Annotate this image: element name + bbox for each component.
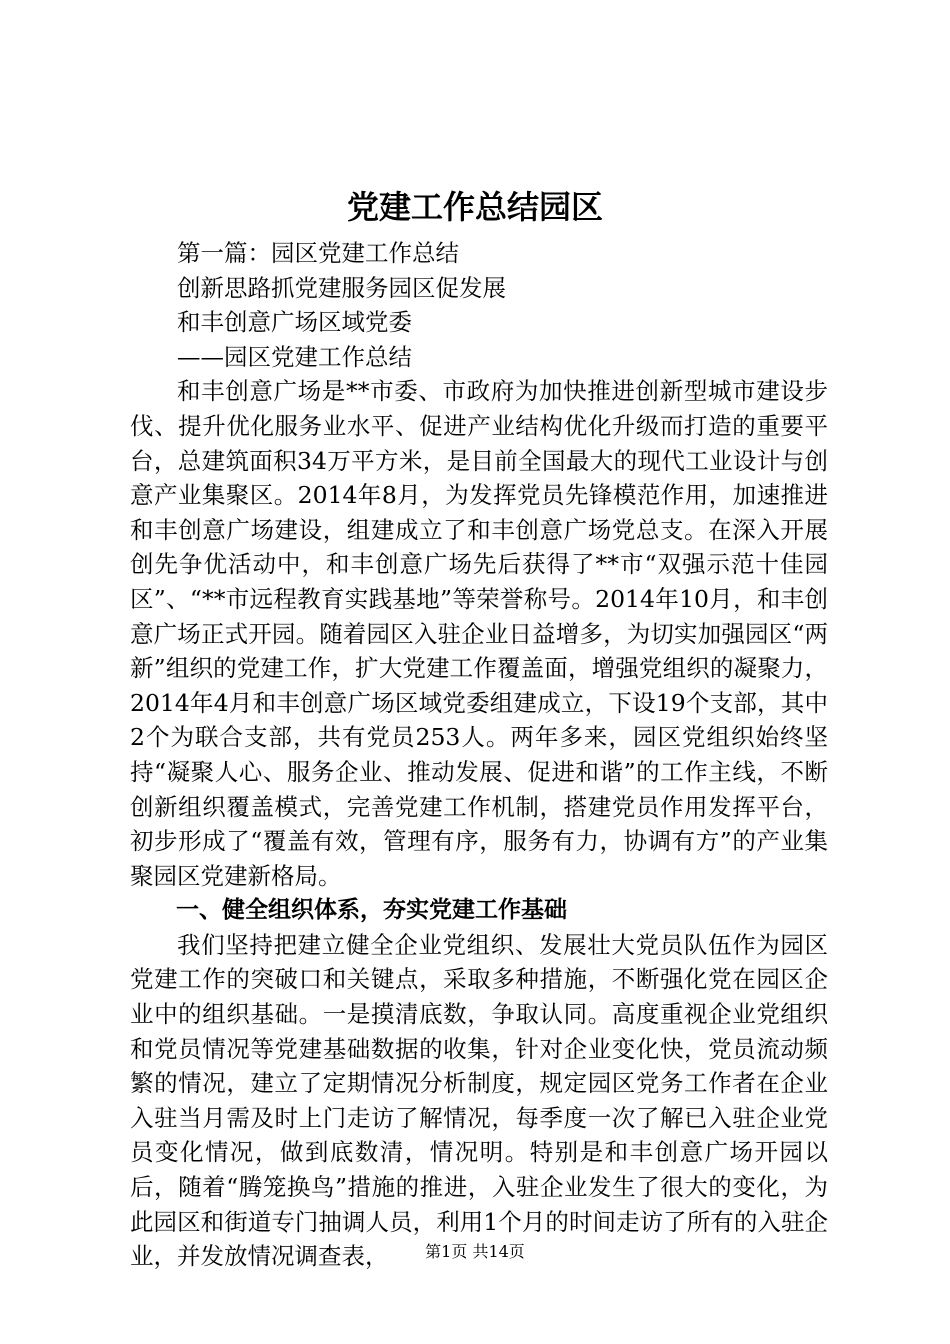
section-heading: 一、健全组织体系，夯实党建工作基础 — [176, 897, 567, 924]
subtitle-line: 创新思路抓党建服务园区促发展 — [177, 273, 506, 302]
subtitle-line: 第一篇：园区党建工作总结 — [177, 239, 459, 267]
page-footer: 第1页 共14页 — [425, 1242, 525, 1261]
document-title: 党建工作总结园区 — [346, 188, 603, 226]
document-body — [130, 236, 828, 1274]
body-paragraph: 我们坚持把建立健全企业党组织、发展壮大党员队伍作为园区党建工作的突破口和关键点，采取多种措施，不断强化党在园区企业中的组织基础。一是摸清底数，争取认同。高度重视企业党组织和党员情况等党建基础数据的收集，针对企业变化快，党员流动频繁的情况，建立了定期情况分析制度，规定园区党务工作者在企业入驻当月需及时上门走访了解情况，每季度一次了解已入驻企业党员变化情况，做到底数清，情况明。特别是和丰创意广场开园以后，随着“腾笼换鸟”措施的推进，入驻企业发生了很大的变化，为此园区和街道专门抽调人员，利用1个月的时间走访了所有的入驻企业，并发放情况调查表， — [130, 930, 828, 1271]
subtitle-line: 和丰创意广场区域党委 — [177, 308, 412, 337]
subtitle-line: ——园区党建工作总结 — [177, 342, 412, 371]
body-paragraph: 和丰创意广场是**市委、市政府为加快推进创新型城市建设步伐、提升优化服务业水平、促进产业结构优化升级而打造的重要平台，总建筑面积34万平方米，是目前全国最大的现代工业设计与创意产业集聚区。2014年8月，为发挥党员先锋模范作用，加速推进和丰创意广场建设，组建成立了和丰创意广场党总支。在深入开展创先争优活动中，和丰创意广场先后获得了**市“双强示范十佳园区”、“**市远程教育实践基地”等荣誉称号。2014年10月，和丰创意广场正式开园。随着园区入驻企业日益增多，为切实加强园区“两新”组织的党建工作，扩大党建工作覆盖面，增强党组织的凝聚力，2014年4月和丰创意广场区域党委组建成立，下设19个支部，其中2个为联合支部，共有党员253人。两年多来，园区党组织始终坚持“凝聚人心、服务企业、推动发展、促进和谐”的工作主线，不断创新组织覆盖模式，完善党建工作机制，搭建党员作用发挥平台，初步形成了“覆盖有效，管理有序，服务有力，协调有方”的产业集聚园区党建新格局。 — [130, 377, 828, 890]
